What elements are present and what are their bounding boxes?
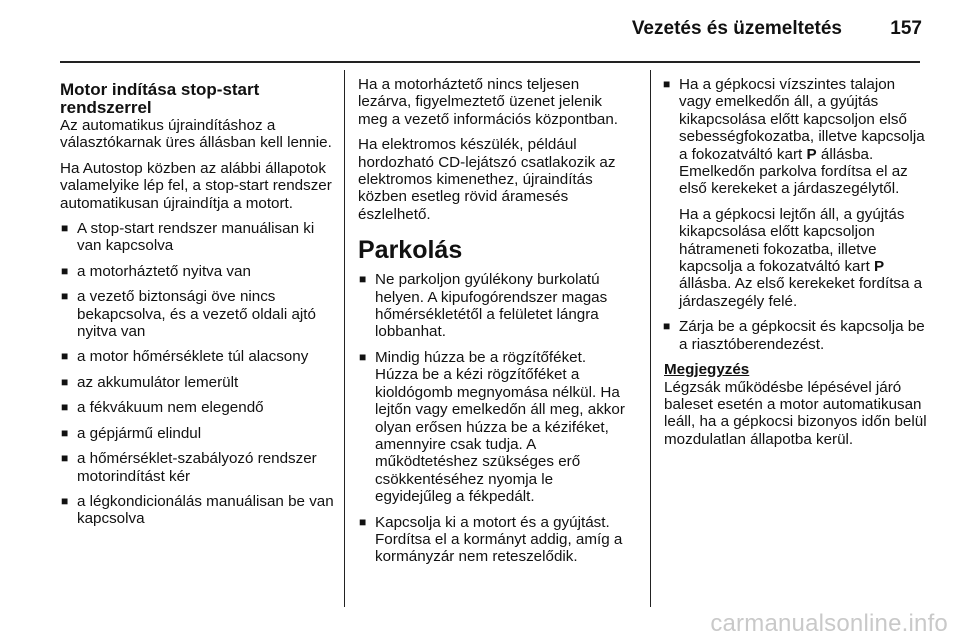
gear-position-label: P bbox=[806, 145, 817, 163]
column-1 bbox=[60, 76, 336, 536]
list-item: ■ a fékvákuum nem elegendő bbox=[61, 399, 264, 417]
paragraph: Ha a motorháztető nincs teljesen lezárva, figyelmeztető üzenet jelenik meg a vezető információs központban. bbox=[358, 76, 619, 128]
list-item: ■ Zárja be a gépkocsit és kapcsolja be a riasztóberendezést. bbox=[663, 318, 925, 353]
list-item: ■ a motor hőmérséklete túl alacsony bbox=[61, 348, 309, 366]
bullet-icon: ■ bbox=[61, 493, 69, 508]
parking-list-continued bbox=[662, 76, 930, 353]
bullet-icon: ■ bbox=[61, 221, 69, 236]
list-item: ■ Ha a gépkocsi vízszintes talajon vagy emelkedőn áll, a gyújtás kikapcsolása előtt kapcsoljon első sebességfokozatba, illetve kapcsolja a fokozatváltó kart P állásba. Emelkedőn parkolva fordítsa el az első kerekeket a járdaszegélytől. Ha a gépkocsi lejtőn áll, a gyújtás kikapcsolása előtt kapcsoljon hátrameneti fokozatba, illetve kapcsolja a fokozatváltó kart P állásba. Az első kerekeket fordítsa a járdaszegély felé. bbox=[662, 76, 930, 310]
bullet-icon: ■ bbox=[61, 289, 69, 304]
page-header-title: Vezetés és üzemeltetés bbox=[631, 18, 842, 39]
list-item: ■ Ne parkoljon gyúlékony burkolatú helyen. A kipufogórendszer magas hőmérsékletétől a felületet lángra lobbanhat. bbox=[359, 271, 608, 341]
bullet-icon: ■ bbox=[61, 451, 69, 466]
list-item: ■ Kapcsolja ki a motort és a gyújtást. Fordítsa el a kormányt addig, amíg a kormányzár nem reteszelődik. bbox=[359, 513, 623, 566]
paragraph: Ha elektromos készülék, például hordozható CD-lejátszó csatlakozik az elektromos kimenethez, újraindítás közben esetleg rövid áramesés észlelhető. bbox=[358, 136, 616, 223]
bullet-icon: ■ bbox=[61, 263, 69, 278]
list-item: ■ a légkondicionálás manuálisan be van kapcsolva bbox=[61, 492, 334, 528]
column-divider bbox=[344, 70, 345, 607]
note-title: Megjegyzés bbox=[664, 361, 750, 379]
page-number: 157 bbox=[890, 18, 922, 39]
bullet-icon: ■ bbox=[359, 272, 367, 287]
list-item: ■ a motorháztető nyitva van bbox=[61, 262, 251, 280]
list-item: ■ az akkumulátor lemerült bbox=[61, 373, 239, 391]
column-divider bbox=[650, 70, 651, 607]
list-item: ■ a hőmérséklet-szabályozó rendszer motorindítást kér bbox=[61, 450, 317, 485]
list-item: ■ a gépjármű elindul bbox=[61, 424, 202, 442]
column-2 bbox=[358, 76, 630, 574]
gear-position-label: P bbox=[874, 258, 885, 276]
bullet-icon: ■ bbox=[663, 77, 671, 91]
header-rule bbox=[60, 61, 920, 63]
parking-list bbox=[358, 271, 630, 566]
note-box bbox=[662, 361, 930, 448]
watermark: carmanualsonline.info bbox=[710, 610, 948, 637]
bullet-icon: ■ bbox=[359, 349, 367, 364]
list-item: ■ a vezető biztonsági öve nincs bekapcsolva, és a vezető oldali ajtó nyitva van bbox=[61, 288, 316, 341]
note-text: Légzsák működésbe lépésével járó baleset esetén a motor automatikusan leáll, ha a gépkocsi bizonyos időn belül mozdulatlan állapotba kerül. bbox=[664, 378, 927, 448]
subsection-heading: Motor indítása stop-start rendszerrel bbox=[60, 80, 260, 117]
bullet-icon: ■ bbox=[61, 400, 69, 415]
section-title: Parkolás bbox=[358, 236, 463, 265]
column-3 bbox=[662, 76, 930, 456]
bullet-icon: ■ bbox=[61, 374, 69, 389]
list-item: ■ A stop-start rendszer manuálisan ki van kapcsolva bbox=[61, 220, 315, 255]
paragraph: Ha Autostop közben az alábbi állapotok valamelyike lép fel, a stop-start rendszer automatikusan újraindítja a motort. bbox=[60, 159, 332, 212]
bullet-icon: ■ bbox=[61, 425, 69, 440]
bullet-icon: ■ bbox=[663, 319, 671, 334]
list-item: ■ Mindig húzza be a rögzítőféket. Húzza be a kézi rögzítőféket a kioldógomb megnyomása nélkül. Ha lejtőn vagy emelkedőn áll meg, akkor olyan erősen húzza be a kéziféket, amennyire csak tudja. A működtetéshez szükséges erő csökkentéséhez nyomja le egyidejűleg a fékpedált. bbox=[359, 348, 625, 506]
bullet-icon: ■ bbox=[359, 514, 367, 529]
paragraph: Az automatikus újraindításhoz a választókarnak üres állásban kell lennie. bbox=[60, 117, 332, 152]
paragraph: Ha a gépkocsi lejtőn áll, a gyújtás kikapcsolása előtt kapcsoljon hátrameneti fokozatba, illetve kapcsolja a fokozatváltó kart P állásba. Az első kerekeket fordítsa a járdaszegély felé. bbox=[679, 205, 923, 310]
restart-conditions-list bbox=[60, 220, 336, 528]
bullet-icon: ■ bbox=[61, 349, 69, 364]
